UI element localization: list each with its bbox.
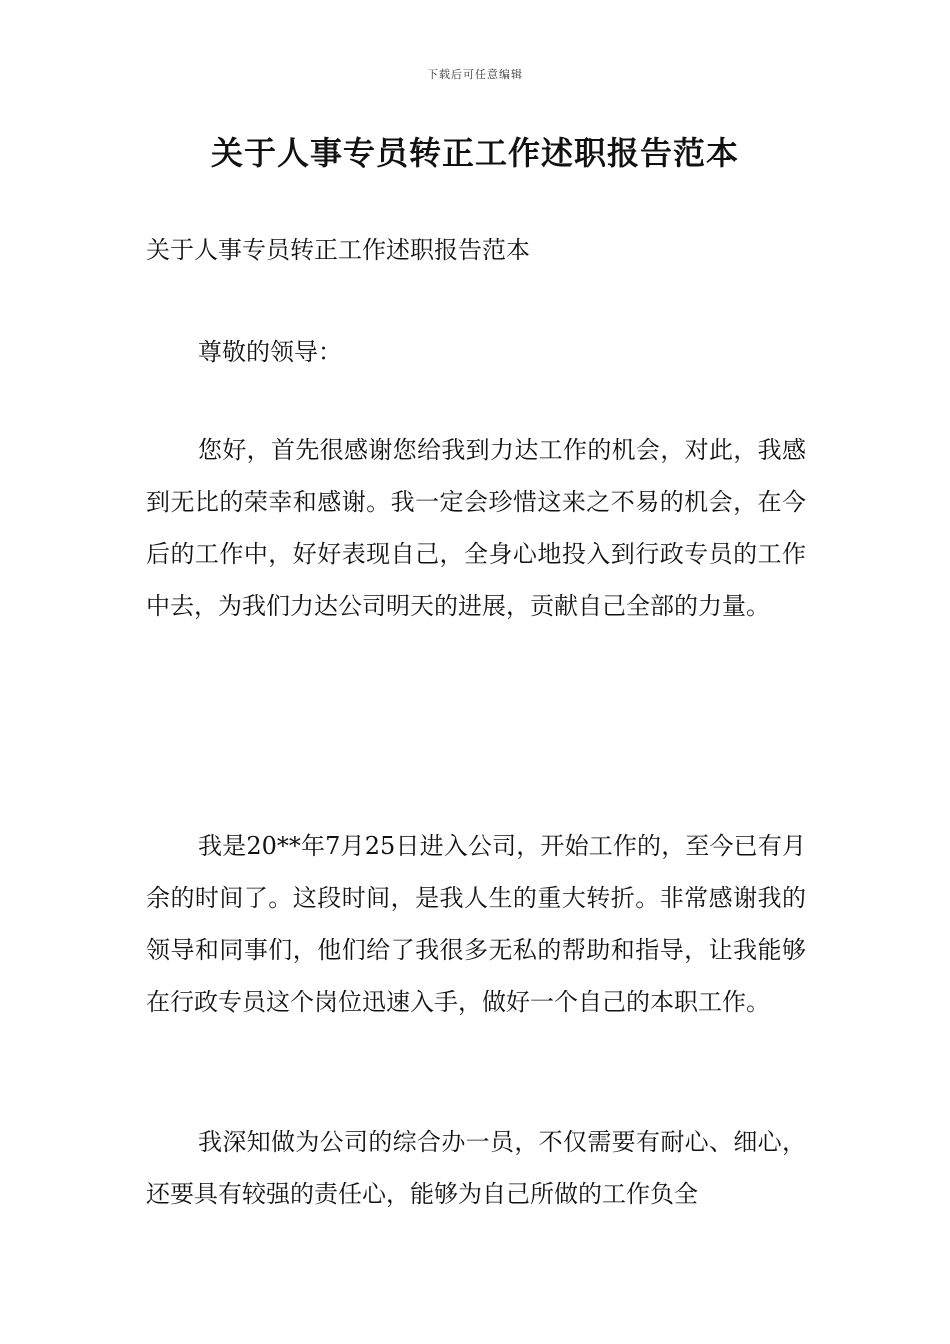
paragraph-text: 我是20**年7月25日进入公司，开始工作的，至今已有月余的时间了。这段时间，是我人生的重大转折。非常感谢我的领导和同事们，他们给了我很多无私的帮助和指导，让我能够在行政专员这个岗位迅速入手，做好一个自己的本职工作。 [146,832,806,1016]
paragraph-text: 您好，首先很感谢您给我到力达工作的机会，对此，我感到无比的荣幸和感谢。我一定会珍惜这来之不易的机会，在今后的工作中，好好表现自己，全身心地投入到行政专员的工作中去，为我们力达公司明天的进展，贡献自己全部的力量。 [146,436,806,620]
document-title: 关于人事专员转正工作述职报告范本 [210,134,739,172]
paragraph-2 [146,820,806,1028]
document-subtitle: 关于人事专员转正工作述职报告范本 [146,236,530,264]
paragraph-1 [146,424,806,632]
paragraph-text: 我深知做为公司的综合办一员，不仅需要有耐心、细心，还要具有较强的责任心，能够为自己所做的工作负全 [146,1128,806,1208]
paragraph-3 [146,1116,806,1220]
header-note: 下载后可任意编辑 [427,68,523,81]
salutation: 尊敬的领导： [198,338,342,366]
